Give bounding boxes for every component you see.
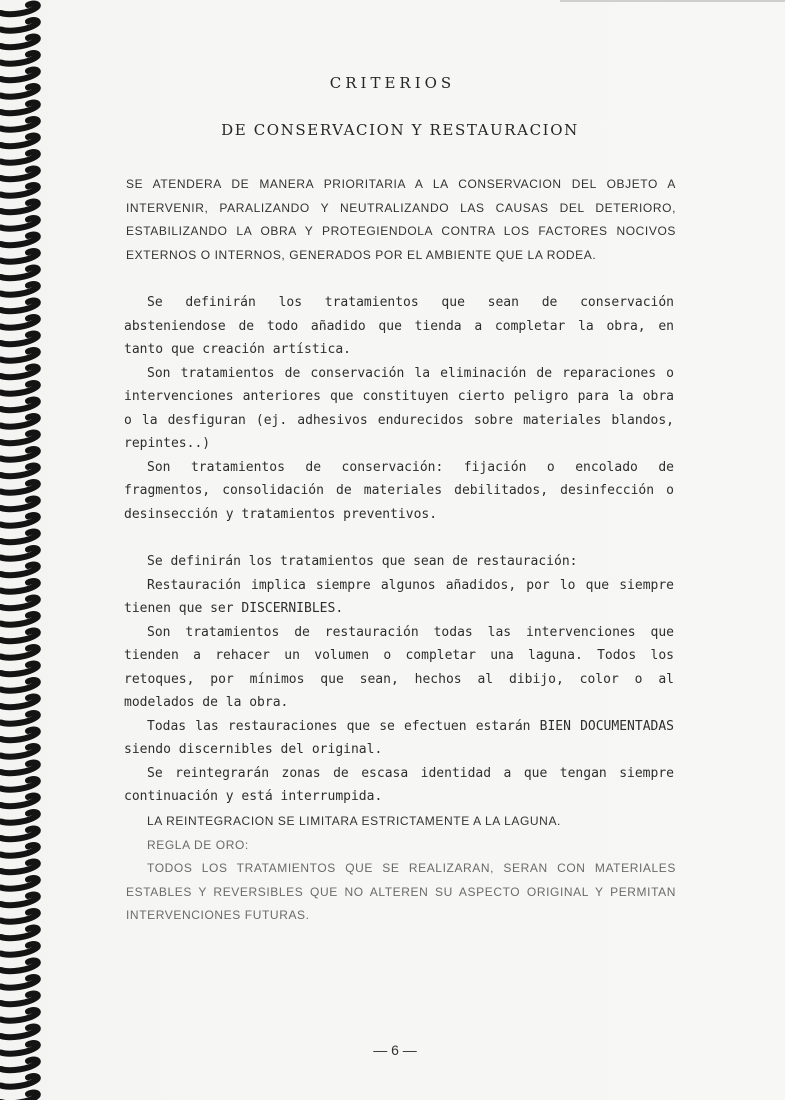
restoration-p1-line: Restauración implica siempre algunos añadidos, por lo que siempre	[147, 577, 674, 593]
conservation-p3-line: Son tratamientos de conservación: fijación o encolado de	[147, 459, 674, 475]
restoration-p4-line: Se reintegrarán zonas de escasa identidad a que tengan siempre	[147, 765, 674, 781]
page-number: — 6 —	[373, 1042, 417, 1058]
conservation-p3-line: desinsección y tratamientos preventivos.	[124, 506, 438, 522]
golden-rule-line: ESTABLES Y REVERSIBLES QUE NO ALTEREN SU ASPECTO ORIGINAL Y PERMITAN	[126, 884, 676, 899]
intro-paragraph	[126, 173, 676, 267]
restoration-section	[124, 550, 674, 809]
conservation-p2-line: intervenciones anteriores que constituyen cierto peligro para la obra	[124, 389, 674, 404]
restoration-p3-line: Todas las restauraciones que se efectuen estarán BIEN DOCUMENTADAS	[147, 718, 674, 734]
golden-rule-line: TODOS LOS TRATAMIENTOS QUE SE REALIZARAN, SERAN CON MATERIALES	[147, 861, 676, 875]
restoration-p2-line: retoques, por mínimos que sean, hechos al dibijo, color o al	[124, 671, 674, 687]
conservation-p2-line: repintes..)	[124, 436, 211, 451]
conservation-p1-line: absteniendose de todo añadido que tienda a completar la obra, en	[124, 318, 674, 334]
reintegration-rule-text: LA REINTEGRACION SE LIMITARA ESTRICTAMENTE A LA LAGUNA.	[147, 814, 561, 828]
conservation-p3-line: fragmentos, consolidación de materiales debilitados, desinfección o	[124, 483, 674, 498]
spiral-binding	[0, 0, 48, 1100]
page-title: CRITERIOS	[329, 74, 456, 92]
restoration-intro: Se definirán los tratamientos que sean de restauración:	[147, 554, 578, 569]
conservation-section	[124, 291, 674, 526]
golden-rule-line: INTERVENCIONES FUTURAS.	[126, 908, 310, 922]
restoration-p1-line: tienen que ser DISCERNIBLES.	[124, 601, 344, 616]
paper-edge	[560, 0, 785, 2]
golden-rule-label: REGLA DE ORO:	[147, 837, 249, 852]
intro-line: ESTABILIZANDO LA OBRA Y PROTEGIENDOLA CONTRA LOS FACTORES NOCIVOS	[126, 224, 676, 238]
conservation-p2-line: o la desfiguran (ej. adhesivos endurecidos sobre materiales blandos,	[124, 412, 674, 428]
conservation-p1-line: tanto que creación artística.	[124, 342, 351, 357]
intro-line: SE ATENDERA DE MANERA PRIORITARIA A LA CONSERVACION DEL OBJETO A	[126, 177, 676, 191]
conservation-p1-line: Se definirán los tratamientos que sean de conservación	[147, 295, 674, 310]
restoration-p4-line: continuación y está interrumpida.	[124, 789, 383, 804]
restoration-p2-line: Son tratamientos de restauración todas las intervenciones que	[147, 624, 674, 640]
restoration-p2-line: modelados de la obra.	[124, 695, 289, 710]
intro-line: INTERVENIR, PARALIZANDO Y NEUTRALIZANDO LAS CAUSAS DEL DETERIORO,	[126, 200, 676, 215]
conservation-p2-line: Son tratamientos de conservación la eliminación de reparaciones o	[147, 365, 674, 381]
intro-line: EXTERNOS O INTERNOS, GENERADOS POR EL AMBIENTE QUE LA RODEA.	[126, 247, 597, 262]
restoration-p2-line: tienden a rehacer un volumen o completar una laguna. Todos los	[124, 648, 674, 663]
restoration-p3-line: siendo discernibles del original.	[124, 742, 383, 757]
page-subtitle: DE CONSERVACION Y RESTAURACION	[221, 121, 579, 139]
golden-rule	[126, 857, 676, 928]
reintegration-rule	[147, 810, 677, 857]
